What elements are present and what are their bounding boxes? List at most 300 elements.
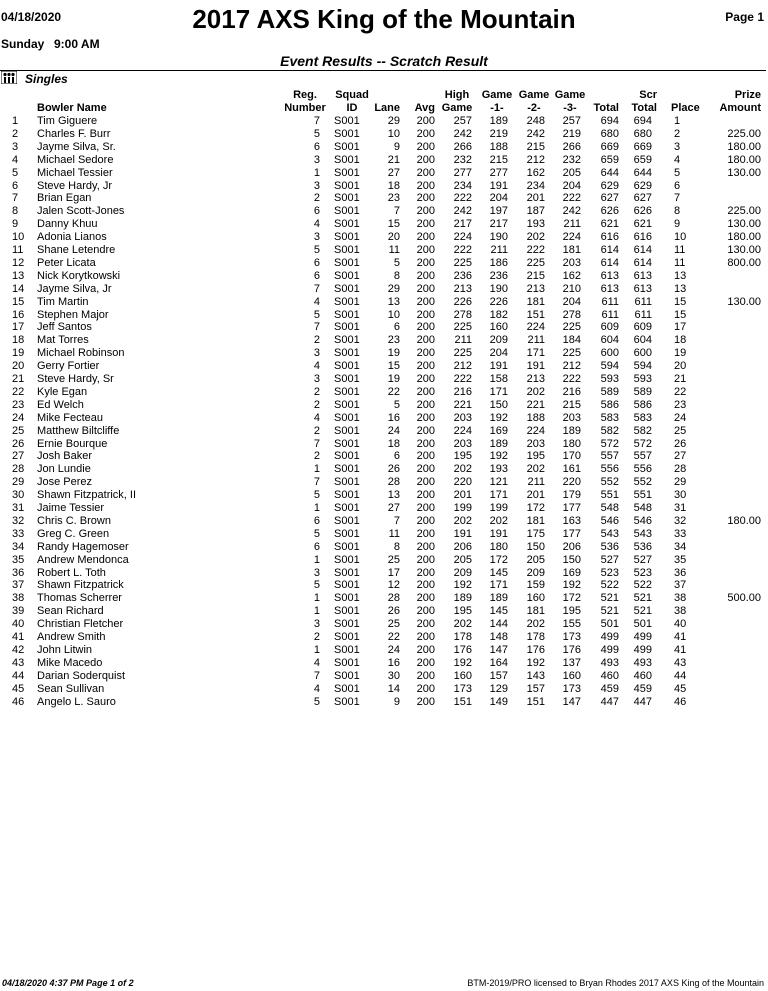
col-scr-total: Total — [631, 102, 657, 114]
game-3: 137 — [562, 656, 581, 669]
game-1: 190 — [489, 282, 508, 295]
place: 38 — [674, 605, 687, 618]
reg-number: 4 — [313, 656, 320, 669]
row-rank: 11 — [12, 244, 24, 256]
total: 659 — [600, 153, 619, 166]
game-3: 150 — [562, 553, 581, 566]
game-3: 215 — [562, 398, 581, 411]
bowler-name: Jose Perez — [37, 476, 93, 489]
prize-amount: 800.00 — [727, 256, 761, 269]
bowler-name: Chris C. Brown — [37, 514, 111, 527]
game-2: 151 — [526, 695, 545, 708]
high-game: 192 — [453, 656, 472, 669]
total: 447 — [600, 695, 619, 708]
prize-amount: 180.00 — [727, 140, 761, 153]
col-scr-top: Scr — [639, 89, 657, 101]
game-1: 202 — [489, 514, 508, 527]
lane: 16 — [387, 411, 400, 424]
total: 499 — [600, 643, 619, 656]
bowler-name: Steve Hardy, Jr — [37, 179, 112, 192]
place: 41 — [674, 631, 687, 643]
row-rank: 42 — [12, 643, 25, 656]
game-2: 202 — [526, 463, 545, 476]
total: 586 — [600, 398, 619, 411]
scr-total: 594 — [633, 360, 652, 373]
squad-id: S001 — [334, 592, 360, 605]
row-rank: 15 — [12, 295, 25, 308]
lane: 17 — [387, 566, 400, 579]
lane: 28 — [387, 592, 400, 605]
row-rank: 12 — [12, 256, 25, 269]
lane: 8 — [393, 269, 400, 282]
place: 20 — [674, 360, 687, 373]
average: 200 — [416, 514, 435, 527]
scr-total: 523 — [633, 566, 652, 579]
row-rank: 38 — [12, 592, 25, 605]
bowler-name: Sean Richard — [37, 605, 104, 618]
row-rank: 16 — [12, 308, 25, 321]
bowler-name: Jaime Tessier — [37, 502, 105, 514]
high-game: 195 — [453, 450, 472, 463]
game-2: 225 — [526, 256, 545, 269]
place: 31 — [674, 502, 687, 514]
place: 6 — [674, 179, 681, 192]
lane: 27 — [387, 502, 400, 514]
high-game: 176 — [453, 643, 472, 656]
game-1: 191 — [489, 527, 508, 540]
total: 552 — [600, 476, 619, 489]
reg-number: 5 — [313, 308, 320, 321]
average: 200 — [416, 476, 435, 489]
squad-id: S001 — [334, 308, 360, 321]
high-game: 216 — [453, 385, 472, 398]
lane: 14 — [387, 682, 400, 695]
row-rank: 32 — [12, 514, 25, 527]
row-rank: 34 — [12, 540, 25, 553]
squad-id: S001 — [334, 347, 360, 360]
game-2: 211 — [527, 334, 545, 347]
lane: 26 — [387, 463, 400, 476]
total: 669 — [600, 140, 619, 153]
total: 543 — [600, 527, 619, 540]
place: 30 — [674, 489, 687, 502]
average: 200 — [416, 360, 435, 373]
game-2: 175 — [526, 527, 545, 540]
place: 26 — [674, 437, 687, 450]
game-1: 145 — [489, 566, 508, 579]
lane: 16 — [387, 656, 400, 669]
row-rank: 37 — [12, 579, 25, 592]
row-rank: 7 — [12, 192, 19, 205]
squad-id: S001 — [334, 166, 360, 179]
total: 521 — [600, 605, 619, 618]
bowler-name: Shawn Fitzpatrick — [37, 579, 124, 592]
high-game: 189 — [453, 592, 472, 605]
col-high-game: Game — [441, 102, 473, 114]
prize-amount: 180.00 — [727, 153, 761, 166]
scr-total: 459 — [633, 682, 652, 695]
col-total: Total — [593, 102, 619, 114]
reg-number: 2 — [313, 192, 320, 205]
bowler-name: John Litwin — [37, 643, 93, 656]
place: 41 — [674, 643, 687, 656]
lane: 15 — [387, 360, 400, 373]
squad-id: S001 — [334, 373, 360, 385]
average: 200 — [416, 695, 435, 708]
average: 200 — [416, 411, 435, 424]
lane: 6 — [393, 450, 400, 463]
game-1: 189 — [489, 437, 508, 450]
bowler-name: Mike Macedo — [37, 656, 103, 669]
average: 200 — [416, 231, 435, 244]
total: 499 — [600, 631, 619, 643]
average: 200 — [416, 489, 435, 502]
col-prize-amount: Amount — [719, 102, 761, 114]
average: 200 — [416, 334, 435, 347]
high-game: 202 — [453, 514, 472, 527]
game-2: 188 — [526, 411, 545, 424]
average: 200 — [416, 192, 435, 205]
squad-id: S001 — [334, 218, 360, 231]
game-2: 202 — [526, 385, 545, 398]
row-rank: 22 — [12, 385, 25, 398]
row-rank: 19 — [12, 347, 25, 360]
event-time: 9:00 AM — [54, 37, 100, 51]
average: 200 — [416, 127, 435, 140]
game-2: 143 — [526, 669, 545, 682]
squad-id: S001 — [334, 656, 360, 669]
game-2: 209 — [526, 566, 545, 579]
col-game3-top: Game — [554, 89, 586, 101]
high-game: 202 — [453, 463, 472, 476]
squad-id: S001 — [334, 476, 360, 489]
place: 29 — [674, 476, 687, 489]
bowler-name: Michael Robinson — [37, 347, 125, 360]
game-2: 195 — [526, 450, 545, 463]
reg-number: 5 — [313, 695, 320, 708]
col-bowler-name: Bowler Name — [37, 102, 107, 114]
average: 200 — [416, 579, 435, 592]
bowler-name: Jalen Scott-Jones — [37, 205, 125, 218]
total: 557 — [600, 450, 619, 463]
game-1: 171 — [489, 579, 508, 592]
place: 17 — [674, 321, 687, 334]
game-3: 147 — [562, 695, 581, 708]
squad-id: S001 — [334, 115, 360, 127]
row-rank: 44 — [12, 669, 25, 682]
total: 594 — [600, 360, 619, 373]
lane: 7 — [393, 514, 400, 527]
scr-total: 593 — [633, 373, 652, 385]
lane: 10 — [387, 308, 400, 321]
place: 13 — [674, 282, 687, 295]
squad-id: S001 — [334, 618, 360, 631]
game-1: 197 — [489, 205, 508, 218]
row-rank: 9 — [12, 218, 19, 231]
row-rank: 20 — [12, 360, 25, 373]
row-rank: 28 — [12, 463, 25, 476]
high-game: 278 — [453, 308, 472, 321]
game-3: 162 — [562, 269, 581, 282]
game-3: 222 — [562, 192, 581, 205]
average: 200 — [416, 308, 435, 321]
scr-total: 447 — [633, 695, 652, 708]
game-3: 155 — [562, 618, 581, 631]
scr-total: 460 — [633, 669, 652, 682]
place: 33 — [674, 527, 687, 540]
high-game: 221 — [453, 398, 472, 411]
game-1: 211 — [490, 244, 508, 256]
reg-number: 6 — [313, 140, 320, 153]
place: 44 — [674, 669, 687, 682]
bowler-name: Mat Torres — [37, 334, 89, 347]
squad-id: S001 — [334, 695, 360, 708]
high-game: 220 — [453, 476, 472, 489]
row-rank: 35 — [12, 553, 25, 566]
reg-number: 7 — [313, 282, 320, 295]
average: 200 — [416, 166, 435, 179]
average: 200 — [416, 398, 435, 411]
squad-id: S001 — [334, 566, 360, 579]
scr-total: 543 — [633, 527, 652, 540]
page-number: Page 1 — [725, 10, 764, 24]
squad-id: S001 — [334, 605, 360, 618]
reg-number: 7 — [313, 115, 320, 127]
average: 200 — [416, 553, 435, 566]
game-3: 257 — [562, 115, 581, 127]
scr-total: 627 — [633, 192, 652, 205]
high-game: 222 — [453, 192, 472, 205]
bowler-name: Angelo L. Sauro — [37, 695, 116, 708]
high-game: 211 — [454, 334, 472, 347]
squad-id: S001 — [334, 502, 360, 514]
bowler-name: Jeff Santos — [37, 321, 92, 334]
lane: 5 — [393, 256, 400, 269]
total: 522 — [600, 579, 619, 592]
lane: 29 — [387, 282, 400, 295]
average: 200 — [416, 282, 435, 295]
squad-id: S001 — [334, 244, 360, 256]
game-3: 212 — [562, 360, 581, 373]
game-3: 160 — [562, 669, 581, 682]
row-rank: 6 — [12, 179, 19, 192]
game-2: 192 — [526, 656, 545, 669]
prize-amount: 130.00 — [727, 244, 761, 256]
lane: 13 — [387, 295, 400, 308]
game-3: 232 — [562, 153, 581, 166]
game-3: 173 — [562, 682, 581, 695]
squad-id: S001 — [334, 540, 360, 553]
average: 200 — [416, 205, 435, 218]
reg-number: 5 — [313, 244, 320, 256]
squad-id: S001 — [334, 579, 360, 592]
reg-number: 5 — [313, 489, 320, 502]
reg-number: 7 — [313, 669, 320, 682]
scr-total: 611 — [634, 308, 652, 321]
average: 200 — [416, 115, 435, 127]
prize-amount: 180.00 — [727, 514, 761, 527]
total: 614 — [600, 244, 619, 256]
lane: 19 — [387, 373, 400, 385]
reg-number: 1 — [313, 463, 320, 476]
col-place: Place — [671, 102, 700, 114]
col-game1-top: Game — [481, 89, 513, 101]
row-rank: 5 — [12, 166, 19, 179]
average: 200 — [416, 140, 435, 153]
high-game: 224 — [453, 231, 472, 244]
row-rank: 36 — [12, 566, 25, 579]
total: 613 — [600, 282, 619, 295]
place: 18 — [674, 334, 687, 347]
game-3: 179 — [562, 489, 581, 502]
game-1: 192 — [489, 411, 508, 424]
scr-total: 659 — [633, 153, 652, 166]
lane: 10 — [387, 127, 400, 140]
high-game: 202 — [453, 618, 472, 631]
game-1: 147 — [489, 643, 508, 656]
row-rank: 45 — [12, 682, 25, 695]
game-3: 225 — [562, 321, 581, 334]
reg-number: 1 — [313, 502, 320, 514]
total: 621 — [600, 218, 619, 231]
game-1: 277 — [489, 166, 508, 179]
col-prize-top: Prize — [734, 89, 761, 101]
bowler-name: Adonia Lianos — [37, 231, 107, 244]
scr-total: 582 — [633, 424, 652, 437]
total: 460 — [600, 669, 619, 682]
scr-total: 521 — [633, 592, 652, 605]
squad-id: S001 — [334, 514, 360, 527]
lane: 7 — [393, 205, 400, 218]
scr-total: 669 — [633, 140, 652, 153]
row-rank: 4 — [12, 153, 19, 166]
lane: 8 — [393, 540, 400, 553]
place: 40 — [674, 618, 687, 631]
total: 589 — [600, 385, 619, 398]
reg-number: 2 — [313, 450, 320, 463]
game-1: 148 — [489, 631, 508, 643]
place: 19 — [674, 347, 687, 360]
game-2: 162 — [526, 166, 545, 179]
scr-total: 546 — [633, 514, 652, 527]
place: 1 — [674, 115, 681, 127]
bowling-pins-icon — [1, 71, 17, 84]
row-rank: 39 — [12, 605, 25, 618]
reg-number: 3 — [313, 153, 320, 166]
game-1: 191 — [489, 360, 508, 373]
scr-total: 644 — [633, 166, 652, 179]
game-1: 217 — [489, 218, 508, 231]
game-1: 192 — [489, 450, 508, 463]
col-squad-id: ID — [346, 102, 358, 114]
place: 3 — [674, 140, 681, 153]
squad-id: S001 — [334, 153, 360, 166]
reg-number: 7 — [313, 321, 320, 334]
reg-number: 2 — [313, 398, 320, 411]
scr-total: 616 — [633, 231, 652, 244]
scr-total: 493 — [633, 656, 652, 669]
reg-number: 4 — [313, 682, 320, 695]
place: 7 — [674, 192, 681, 205]
row-rank: 3 — [12, 140, 19, 153]
footer-license: BTM-2019/PRO licensed to Bryan Rhodes 2017 AXS King of the Mountain — [467, 978, 764, 988]
lane: 9 — [393, 140, 400, 153]
high-game: 192 — [453, 579, 472, 592]
reg-number: 6 — [313, 540, 320, 553]
average: 200 — [416, 256, 435, 269]
squad-id: S001 — [334, 205, 360, 218]
bowler-name: Shawn Fitzpatrick, II — [37, 489, 137, 502]
high-game: 217 — [453, 218, 472, 231]
scr-total: 527 — [633, 553, 652, 566]
col-game3: -3- — [563, 102, 577, 114]
prize-amount: 130.00 — [727, 166, 761, 179]
row-rank: 1 — [12, 115, 19, 127]
scr-total: 614 — [633, 244, 652, 256]
col-lane: Lane — [374, 102, 400, 114]
game-2: 176 — [526, 643, 545, 656]
row-rank: 24 — [12, 411, 25, 424]
reg-number: 6 — [313, 256, 320, 269]
footer-print-info: 04/18/2020 4:37 PM Page 1 of 2 — [2, 978, 134, 988]
place: 25 — [674, 424, 687, 437]
col-squad-top: Squad — [335, 89, 369, 101]
place: 45 — [674, 682, 687, 695]
game-3: 216 — [562, 385, 581, 398]
high-game: 209 — [453, 566, 472, 579]
scr-total: 629 — [633, 179, 652, 192]
game-1: 190 — [489, 231, 508, 244]
squad-id: S001 — [334, 385, 360, 398]
game-2: 222 — [526, 244, 545, 256]
reg-number: 7 — [313, 437, 320, 450]
total: 548 — [600, 502, 619, 514]
lane: 6 — [393, 321, 400, 334]
average: 200 — [416, 385, 435, 398]
squad-id: S001 — [334, 334, 360, 347]
high-game: 213 — [453, 282, 472, 295]
game-1: 169 — [489, 424, 508, 437]
place: 34 — [674, 540, 687, 553]
bowler-name: Jayme Silva, Jr — [37, 282, 112, 295]
game-2: 159 — [526, 579, 545, 592]
bowler-name: Ed Welch — [37, 398, 84, 411]
squad-id: S001 — [334, 489, 360, 502]
place: 15 — [674, 308, 687, 321]
place: 9 — [674, 218, 681, 231]
game-2: 202 — [526, 618, 545, 631]
reg-number: 4 — [313, 218, 320, 231]
game-1: 164 — [489, 656, 508, 669]
scr-total: 609 — [633, 321, 652, 334]
reg-number: 1 — [313, 592, 320, 605]
game-1: 149 — [489, 695, 508, 708]
game-2: 201 — [526, 192, 545, 205]
place: 43 — [674, 656, 687, 669]
game-3: 278 — [562, 308, 581, 321]
reg-number: 5 — [313, 579, 320, 592]
scr-total: 613 — [633, 282, 652, 295]
average: 200 — [416, 502, 435, 514]
average: 200 — [416, 669, 435, 682]
place: 2 — [674, 127, 681, 140]
squad-id: S001 — [334, 398, 360, 411]
average: 200 — [416, 244, 435, 256]
total: 583 — [600, 411, 619, 424]
bowler-name: Ernie Bourque — [37, 437, 108, 450]
game-2: 202 — [526, 231, 545, 244]
row-rank: 30 — [12, 489, 25, 502]
